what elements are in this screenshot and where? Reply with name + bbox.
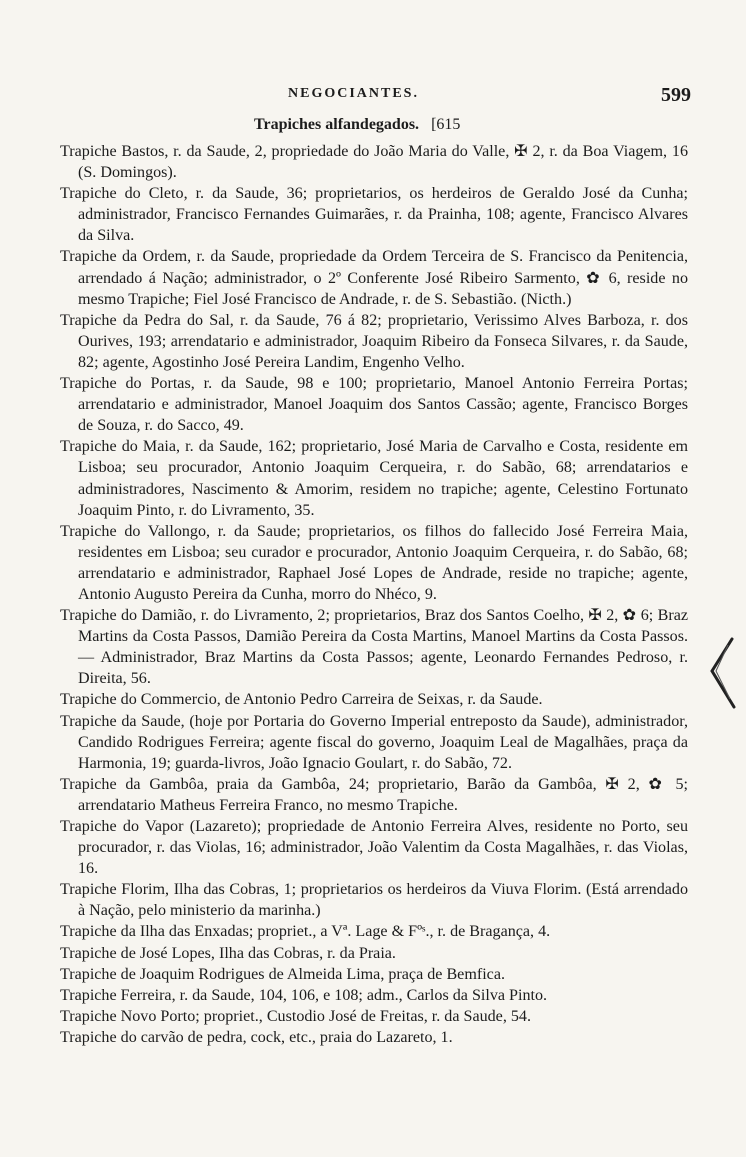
entry: Trapiche do Damião, r. do Livramento, 2; proprietarios, Braz dos Santos Coelho, ✠ 2, ✿ 6; Braz Martins da Costa Passos, Damião Pereira da Costa Martins, Manoel Martins da Costa Passos.— Administrador, Braz Martins da Costa Passos; agente, Leonardo Fernandes Pedroso, r. Direita, 56.: [60, 607, 688, 688]
entry-list: [60, 141, 688, 1048]
entry: Trapiche da Gambôa, praia da Gambôa, 24; proprietario, Barão da Gambôa, ✠ 2, ✿ 5; arrendatario Matheus Ferreira Franco, no mesmo Trapiche.: [60, 775, 688, 814]
entry: Trapiche da Saude, (hoje por Portaria do Governo Imperial entreposto da Saude), administrador, Candido Rodrigues Ferreira; agente fiscal do governo, Joaquim Leal de Magalhães, praça da Harmonia, 19; guarda-livros, João Ignacio Goulart, r. do Sabão, 72.: [60, 712, 688, 772]
subheading-number: [615: [431, 116, 461, 133]
entry: Trapiche do Vallongo, r. da Saude; proprietarios, os filhos do fallecido José Ferreira Maia, residentes em Lisboa; seu curador e procurador, Antonio Joaquim Cerqueira, r. do Sabão, 68; arrendatario e administrador, Raphael José Lopes de Andrade, reside no trapiche; agente, Antonio Augusto Pereira da Cunha, morro do Nhéco, 9.: [60, 522, 688, 603]
page-number: 599: [661, 84, 691, 106]
entry: Trapiche Florim, Ilha das Cobras, 1; proprietarios os herdeiros da Viuva Florim. (Está arrendado à Nação, pelo ministerio da marinha.): [60, 881, 688, 920]
entry: Trapiche do carvão de pedra, cock, etc., praia do Lazareto, 1.: [60, 1028, 453, 1046]
entry: Trapiche do Vapor (Lazareto); propriedade de Antonio Ferreira Alves, residente no Porto, seu procurador, r. das Violas, 16; administrador, João Valentim da Costa Magalhães, r. das Violas, 16.: [60, 818, 688, 878]
entry: Trapiche do Portas, r. da Saude, 98 e 100; proprietario, Manoel Antonio Ferreira Portas; arrendatario e administrador, Manoel Joaquim dos Santos Cassão; agente, Francisco Borges de Souza, r. do Sacco, 49.: [60, 375, 688, 435]
entry: Trapiche Ferreira, r. da Saude, 104, 106, e 108; adm., Carlos da Silva Pinto.: [60, 986, 548, 1004]
entry: Trapiche do Cleto, r. da Saude, 36; proprietarios, os herdeiros de Geraldo José da Cunha; administrador, Francisco Fernandes Guimarães, r. da Prainha, 108; agente, Francisco Alvares da Silva.: [60, 185, 688, 245]
entry: Trapiche Novo Porto; propriet., Custodio José de Freitas, r. da Saude, 54.: [60, 1007, 531, 1025]
entry: Trapiche de Joaquim Rodrigues de Almeida Lima, praça de Bemfica.: [60, 965, 505, 983]
entry: Trapiche da Ilha das Enxadas; propriet., a Vª. Lage & Fºˢ., r. de Bragança, 4.: [60, 923, 551, 941]
entry: Trapiche de José Lopes, Ilha das Cobras, r. da Praia.: [60, 944, 396, 962]
entry: Trapiche do Maia, r. da Saude, 162; proprietario, José Maria de Carvalho e Costa, residente em Lisboa; seu procurador, Antonio Joaquim Cerqueira, r. do Sabão, 68; arrendatarios e administradores, Nascimento & Amorim, residem no trapiche; agente, Celestino Fortunato Joaquim Pinto, r. do Livramento, 35.: [60, 438, 688, 519]
entry: Trapiche da Ordem, r. da Saude, propriedade da Ordem Terceira de S. Francisco da Penitencia, arrendado á Nação; administrador, o 2º Conferente José Ribeiro Sarmento, ✿ 6, reside no mesmo Trapiche; Fiel José Francisco de Andrade, r. de S. Sebastião. (Nicth.): [60, 248, 688, 308]
entry: Trapiche do Commercio, de Antonio Pedro Carreira de Seixas, r. da Saude.: [60, 691, 543, 709]
entry: Trapiche Bastos, r. da Saude, 2, propriedade do João Maria do Valle, ✠ 2, r. da Boa Viagem, 16 (S. Domingos).: [60, 143, 688, 182]
subheading-text: Trapiches alfandegados.: [254, 116, 420, 133]
margin-bracket-mark: [706, 635, 740, 715]
section-title: NEGOCIANTES.: [288, 86, 419, 101]
entry: Trapiche da Pedra do Sal, r. da Saude, 76 á 82; proprietario, Verissimo Alves Barboza, r. dos Ourives, 193; arrendatario e administrador, Joaquim Ribeiro da Fonseca Silvares, r. da Saude, 82; agente, Agostinho José Pereira Landim, Engenho Velho.: [60, 311, 688, 371]
subheading: [254, 116, 460, 134]
